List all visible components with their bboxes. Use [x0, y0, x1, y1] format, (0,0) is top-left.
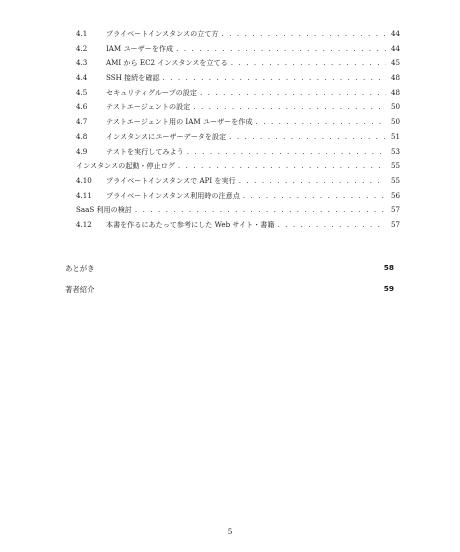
toc-entry-number: 4.9 — [76, 146, 88, 156]
toc-entry-number: 4.8 — [76, 131, 88, 141]
toc-entry-title: テストを実行してみよう — [106, 146, 184, 156]
toc-entry[interactable] — [76, 42, 400, 57]
toc-entry-page: 50 — [390, 117, 400, 127]
toc-dot-leader — [231, 56, 386, 71]
toc-entry-page: 55 — [390, 161, 400, 171]
toc-chapter-title: 著者紹介 — [65, 285, 95, 294]
toc-entry-title: プライベートインスタンス利用時の注意点 — [106, 190, 240, 200]
toc-entry-title: テストエージェントの設定 — [106, 102, 191, 112]
toc-entry[interactable] — [76, 100, 400, 115]
toc-entry-page: 57 — [390, 219, 400, 229]
toc-dot-leader — [243, 189, 386, 204]
toc-dot-leader — [229, 130, 386, 145]
toc-entry[interactable] — [76, 86, 400, 101]
toc-entry-number: 4.7 — [76, 117, 88, 127]
toc-entry[interactable] — [76, 189, 400, 204]
toc-entry-page: 56 — [390, 190, 400, 200]
toc-entry-page: 50 — [390, 102, 400, 112]
toc-entry[interactable] — [76, 174, 400, 189]
toc-dot-leader — [222, 27, 386, 42]
toc-entry-number: 4.1 — [76, 29, 88, 38]
toc-entry[interactable] — [76, 145, 400, 160]
toc-entry-title: セキュリティグループの設定 — [106, 87, 197, 97]
toc-section-list — [76, 27, 400, 233]
toc-dot-leader — [193, 100, 386, 115]
toc-dot-leader — [135, 203, 386, 218]
toc-entry[interactable] — [76, 71, 400, 86]
toc-entry-number: 4.12 — [76, 219, 92, 229]
toc-dot-leader — [176, 42, 386, 57]
toc-entry-title: プライベートインスタンスで API を実行 — [106, 175, 236, 185]
toc-entry-title: プライベートインスタンスの立て方 — [106, 29, 219, 38]
toc-entry-title: 本書を作るにあたって参考にした Web サイト・書籍 — [106, 219, 275, 229]
toc-entry[interactable] — [76, 203, 400, 218]
toc-entry-page: 48 — [390, 73, 400, 83]
toc-entry-page: 51 — [390, 131, 400, 141]
toc-entry[interactable] — [76, 27, 400, 42]
toc-entry-page: 44 — [390, 43, 400, 53]
toc-entry[interactable] — [76, 56, 400, 71]
toc-entry[interactable] — [76, 130, 400, 145]
toc-entry-title: テストエージェント用の IAM ユーザーを作成 — [106, 117, 253, 127]
toc-entry-number: 4.11 — [76, 190, 92, 200]
toc-entry-number: 4.2 — [76, 43, 88, 53]
toc-entry-title: SaaS 利用の検討 — [76, 205, 132, 215]
toc-entry-page: 53 — [390, 146, 400, 156]
toc-chapter-afterword[interactable] — [65, 263, 394, 274]
toc-chapter-page: 59 — [383, 284, 394, 293]
toc-entry-number: 4.6 — [76, 102, 88, 112]
toc-entry[interactable] — [76, 115, 400, 130]
toc-entry-title: インスタンスにユーザーデータを設定 — [106, 131, 227, 141]
toc-dot-leader — [163, 71, 386, 86]
toc-entry[interactable] — [76, 218, 400, 233]
toc-dot-leader — [200, 86, 386, 101]
toc-chapter-title: あとがき — [65, 264, 95, 273]
toc-dot-leader — [256, 115, 386, 130]
toc-entry-title: インスタンスの起動・停止ログ — [76, 161, 175, 171]
toc-entry-title: SSH 接続を確認 — [106, 73, 160, 83]
toc-dot-leader — [187, 145, 386, 160]
toc-entry-page: 48 — [390, 87, 400, 97]
toc-entry-number: 4.10 — [76, 175, 92, 185]
page-number: 5 — [227, 527, 233, 536]
toc-entry-page: 45 — [390, 58, 400, 68]
toc-entry-number: 4.4 — [76, 73, 88, 83]
toc-entry-page: 57 — [390, 205, 400, 215]
toc-entry-page: 55 — [390, 175, 400, 185]
toc-entry-title: IAM ユーザーを作成 — [106, 43, 174, 53]
toc-entry-number: 4.3 — [76, 58, 88, 68]
toc-entry-title: AMI から EC2 インスタンスを立てる — [106, 58, 228, 68]
toc-entry[interactable] — [76, 159, 400, 174]
toc-chapter-author-profile[interactable] — [65, 284, 394, 295]
toc-dot-leader — [239, 174, 386, 189]
toc-dot-leader — [277, 218, 386, 233]
toc-entry-number: 4.5 — [76, 87, 88, 97]
toc-dot-leader — [178, 159, 386, 174]
toc-chapter-page: 58 — [383, 263, 394, 272]
toc-entry-page: 44 — [390, 29, 400, 38]
